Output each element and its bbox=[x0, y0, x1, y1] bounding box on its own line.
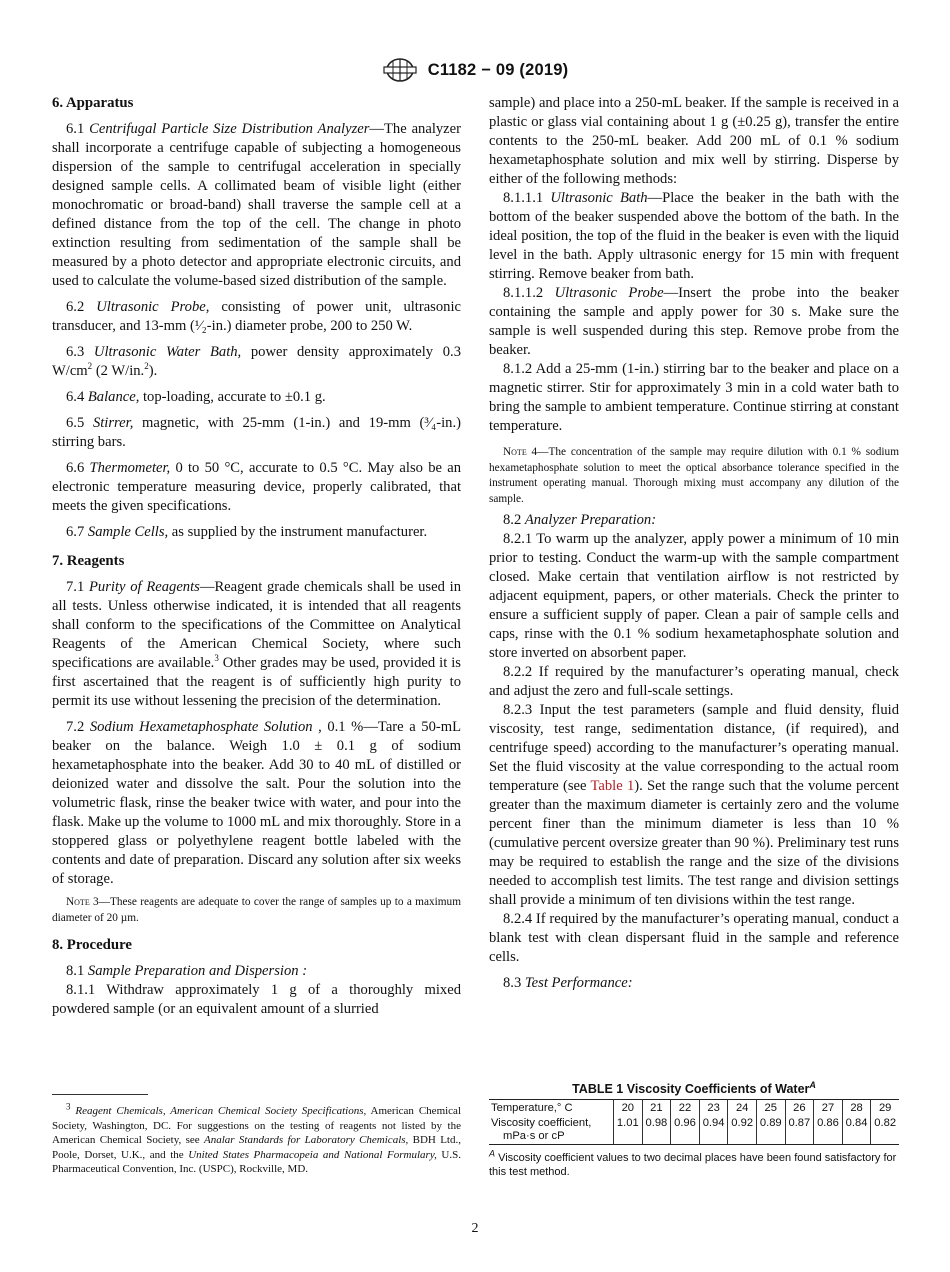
temperature-cell: 28 bbox=[842, 1100, 871, 1117]
paragraph-8-2-4: 8.2.4 If required by the manufacturer’s operating manual, conduct a blank test with clean dispersant fluid in the sample and reference cells. bbox=[489, 911, 899, 965]
paragraph-8-2-2: 8.2.2 If required by the manufacturer’s operating manual, check and adjust the zero and full-scale settings. bbox=[489, 664, 899, 699]
document-id: C1182 − 09 (2019) bbox=[427, 60, 569, 79]
clause-text: 8.2.3 Input the test parameters (sample and fluid density, fluid viscosity, test range, sedimentation distance, (if required), and centrifuge speed) according to the manufacturer’s operating manual. Set the fluid viscosity at the value corresponding to the actual room temperature (see bbox=[489, 702, 899, 794]
clause-number: 6.3 bbox=[66, 344, 94, 360]
paragraph-8-3 bbox=[489, 974, 899, 993]
clause-term: Purity of Reagents bbox=[89, 579, 200, 595]
left-column bbox=[52, 94, 461, 1019]
note-label: Note 4 bbox=[503, 446, 538, 458]
paragraph-6-1 bbox=[52, 120, 461, 291]
clause-number: 7.2 bbox=[66, 719, 90, 735]
temperature-cell: 27 bbox=[814, 1100, 843, 1117]
viscosity-cell: 0.82 bbox=[871, 1116, 899, 1145]
footnote-text: United States Pharmacopeia and National Formulary, bbox=[188, 1148, 437, 1161]
footnote-3 bbox=[52, 1101, 461, 1177]
clause-text: top-loading, accurate to ±0.1 g. bbox=[139, 389, 326, 405]
note-label: Note 3 bbox=[66, 896, 99, 908]
paragraph-7-1 bbox=[52, 578, 461, 711]
clause-term: Centrifugal Particle Size Distribution Analyzer bbox=[89, 121, 370, 137]
viscosity-cell: 0.96 bbox=[671, 1116, 700, 1145]
clause-term: Ultrasonic Water Bath, bbox=[93, 344, 242, 360]
viscosity-table bbox=[489, 1099, 899, 1145]
clause-text: Other grades may be used, provided it is first ascertained that the reagent is of sufficiently high purity to permit its use without lessening the precision of the determination. bbox=[52, 655, 461, 709]
note-text: —These reagents are adequate to cover the range of samples up to a maximum diameter of 20 µm. bbox=[52, 896, 461, 924]
paragraph-7-2 bbox=[52, 718, 461, 889]
footnote-text: Analar Standards for Laboratory Chemicals, bbox=[203, 1134, 409, 1146]
table-1-link[interactable]: Table 1 bbox=[590, 778, 635, 794]
clause-number: 6.2 bbox=[66, 299, 97, 315]
clause-term: Sample Preparation and Dispersion : bbox=[87, 963, 308, 979]
viscosity-cell: 0.94 bbox=[699, 1116, 728, 1145]
clause-number: 8.3 bbox=[503, 975, 525, 991]
clause-text: consisting of power unit, ultrasonic transducer, and 13-mm (¹⁄₂-in.) diameter probe, 200 to 250 W. bbox=[52, 299, 461, 334]
temperature-cell: 24 bbox=[728, 1100, 757, 1117]
clause-number: 6.6 bbox=[66, 460, 90, 476]
table-title-text: TABLE 1 Viscosity Coefficients of Water bbox=[572, 1082, 810, 1096]
clause-text: —Reagent grade chemicals shall be used in all tests. Unless otherwise indicated, it is intended that all reagents shall conform to the specifications of the Committee on Analytical Reagents of the American Chemical Society, where such specifications are available. bbox=[52, 579, 461, 671]
paragraph-8-1-2: 8.1.2 Add a 25-mm (1-in.) stirring bar to the beaker and place on a magnetic stirrer. Stir for approximately 3 min in a cold water bath to bring the sample to ambient temperature. Continue stirring at constant temperature. bbox=[489, 361, 899, 434]
clause-text: power density approximately 0.3 W/cm bbox=[52, 344, 462, 379]
paragraph-6-4 bbox=[52, 388, 461, 407]
clause-term: Balance, bbox=[87, 389, 140, 405]
temperature-cell: 25 bbox=[756, 1100, 785, 1117]
clause-text: (2 W/in. bbox=[92, 363, 145, 379]
clause-number: 8.1 bbox=[66, 963, 88, 979]
note-3 bbox=[52, 895, 461, 926]
row-label-line: mPa·s or cP bbox=[503, 1130, 565, 1142]
note-4 bbox=[489, 445, 899, 507]
note-text: —The concentration of the sample may require dilution with 0.1 % sodium hexametaphosphate solution to meet the optical absorbance tolerance specified in the instrument operating manual. Thorough mixing must accompany any dilution of the sample. bbox=[489, 446, 899, 505]
footnote-mark: 3 bbox=[66, 1101, 71, 1112]
temperature-cell: 20 bbox=[614, 1100, 643, 1117]
clause-text: —Place the beaker in the bath with the bottom of the beaker suspended above the bottom of the bath. In the ideal position, the top of the fluid in the beaker is even with the liquid level in the bath. Apply ultrasonic energy for 15 min with frequent stirring. Remove beaker from bath. bbox=[489, 190, 899, 282]
temperature-cell: 21 bbox=[642, 1100, 671, 1117]
clause-term: Ultrasonic Probe bbox=[554, 285, 664, 301]
clause-term: Ultrasonic Bath bbox=[550, 190, 648, 206]
paragraph-8-1-1: 8.1.1 Withdraw approximately 1 g of a thoroughly mixed powdered sample (or an equivalent amount of a slurried bbox=[52, 982, 461, 1017]
table-footnote-mark: A bbox=[489, 1148, 496, 1159]
clause-text: as supplied by the instrument manufacturer. bbox=[168, 524, 428, 540]
clause-term: Ultrasonic Probe, bbox=[96, 299, 210, 315]
clause-text: , 0.1 %—Tare a 50-mL beaker on the balance. Weigh 1.0 ± 0.1 g of sodium hexametaphosphate into the beaker. Add 30 to 40 mL of distilled or deionized water and dissolve the salt. Pour the solution into the volumetric flask, rinse the beaker twice with water, and pour into the flask. Make up the volume to 1000 mL and mix thoroughly. Store in a stoppered glass or polyethylene reagent bottle labeled with the contents and date of preparation. Discard any solution after six weeks of storage. bbox=[52, 719, 461, 887]
page-number: 2 bbox=[471, 1221, 479, 1236]
paragraph-8-1-1-continued: sample) and place into a 250-mL beaker. If the sample is received in a plastic or glass vial containing about 1 g (±0.25 g), transfer the entire contents to the 250-mL beaker. Add 200 mL of 0.1 % sodium hexametaphosphate solution and mix well by stirring. Disperse by either of the following methods: bbox=[489, 95, 899, 187]
clause-number: 6.4 bbox=[66, 389, 88, 405]
paragraph-8-2-3 bbox=[489, 701, 899, 910]
clause-text: ). Set the range such that the volume percent greater than the maximum diameter is certainly zero and the volume percent finer than the minimum diameter is less than 10 % (cumulative percent oversize greater than 90 %). Preliminary test runs may be required to establish the range and the size of the divisions needed to accomplish test limits. The test range and division settings shall provide a minimum of ten divisions within the test range. bbox=[489, 778, 899, 908]
footnote-text: Reagent Chemicals, American Chemical Society Specifications, bbox=[70, 1105, 367, 1117]
table-row-viscosity bbox=[489, 1116, 899, 1145]
paragraph-8-2 bbox=[489, 511, 899, 530]
clause-number: 7.1 bbox=[66, 579, 89, 595]
astm-logo-icon bbox=[382, 58, 418, 82]
table-1 bbox=[489, 1081, 899, 1179]
paragraph-6-2 bbox=[52, 298, 461, 336]
temperature-cell: 23 bbox=[699, 1100, 728, 1117]
row-label-viscosity bbox=[489, 1116, 614, 1145]
clause-text: —Insert the probe into the beaker containing the sample and apply power for 30 s. Make sure the sample is well suspended during this step. Remove probe from the beaker. bbox=[489, 285, 899, 358]
paragraph-6-7 bbox=[52, 523, 461, 542]
table-title-footnote-mark: A bbox=[809, 1079, 816, 1090]
footnote-text: American Chemical Society, Washington, DC. For suggestions on the testing of reagents not listed by the American Chemical Society, see bbox=[52, 1105, 461, 1146]
temperature-cell: 29 bbox=[871, 1100, 899, 1117]
row-label-line: Viscosity coefficient, bbox=[491, 1117, 592, 1129]
superscript: 2 bbox=[87, 361, 93, 372]
paragraph-8-2-1: 8.2.1 To warm up the analyzer, apply power a minimum of 10 min prior to testing. Conduct the warm-up with the sample compartment closed. Make certain that ventilation airflow is not restricted by adjacent equipment, papers, or other materials. Check the printer to ensure a sufficient supply of paper. Clean a pair of sample cells and caps, rinse with the 0.1 % sodium hexametaphosphate solution and store inverted on absorbent paper. bbox=[489, 531, 899, 661]
section-6-heading: 6. Apparatus bbox=[52, 95, 134, 111]
viscosity-cell: 0.92 bbox=[728, 1116, 757, 1145]
viscosity-cell: 0.86 bbox=[814, 1116, 843, 1145]
table-row-temperature bbox=[489, 1100, 899, 1117]
clause-text: ). bbox=[148, 363, 158, 379]
viscosity-cell: 0.89 bbox=[756, 1116, 785, 1145]
temperature-cell: 22 bbox=[671, 1100, 700, 1117]
paragraph-6-6 bbox=[52, 459, 461, 516]
clause-number: 6.7 bbox=[66, 524, 88, 540]
clause-number: 8.1.1.1 bbox=[503, 190, 551, 206]
clause-text: —The analyzer shall incorporate a centrifuge capable of subjecting a homogeneous dispersion of the sample to centrifugal acceleration in specially designed sample cells. A collimated beam of visible light (either monochromatic or broad-band) shall traverse the sample cell at a defined distance from the top of the cell. The change in photo extinction resulting from sedimentation of the sample shall be measured by a photo detector and appropriate electronic circuits, and used to calculate the volume-based sized distribution of the sample. bbox=[52, 121, 461, 289]
paragraph-6-3 bbox=[52, 343, 461, 381]
viscosity-cell: 0.98 bbox=[642, 1116, 671, 1145]
table-footnote-text: Viscosity coefficient values to two decimal places have been found satisfactory for this test method. bbox=[489, 1152, 897, 1178]
paragraph-8-1 bbox=[52, 962, 461, 981]
clause-text: magnetic, with 25-mm (1-in.) and 19-mm (³⁄₄-in.) stirring bars. bbox=[52, 415, 461, 450]
paragraph-6-5 bbox=[52, 414, 461, 452]
clause-number: 6.5 bbox=[66, 415, 93, 431]
clause-term: Stirrer, bbox=[92, 415, 134, 431]
footnote-text: U.S. Pharmaceutical Convention, Inc. (USPC), Rockville, MD. bbox=[52, 1148, 461, 1175]
clause-term: Test Performance: bbox=[524, 975, 633, 991]
right-column bbox=[489, 94, 899, 993]
paragraph-8-1-1-2 bbox=[489, 284, 899, 360]
footnote-divider bbox=[52, 1094, 148, 1095]
viscosity-cell: 0.87 bbox=[785, 1116, 814, 1145]
footnote-text: BDH Ltd., Poole, Dorset, U.K., and the bbox=[52, 1134, 461, 1161]
clause-number: 8.2 bbox=[503, 512, 525, 528]
page-header bbox=[0, 58, 950, 82]
clause-number: 8.1.1.2 bbox=[503, 285, 555, 301]
clause-text: 0 to 50 °C, accurate to 0.5 °C. May also be an electronic temperature measuring device, properly calibrated, that meets the given specifications. bbox=[52, 460, 462, 514]
temperature-cell: 26 bbox=[785, 1100, 814, 1117]
row-label-temperature: Temperature,° C bbox=[489, 1100, 614, 1117]
paragraph-8-1-1-1 bbox=[489, 189, 899, 284]
table-footnote bbox=[489, 1148, 899, 1179]
superscript: 2 bbox=[144, 361, 149, 372]
clause-term: Sodium Hexametaphosphate Solution bbox=[89, 719, 313, 735]
clause-term: Analyzer Preparation: bbox=[524, 512, 657, 528]
footnote-reference[interactable]: 3 bbox=[214, 653, 219, 664]
clause-term: Thermometer, bbox=[89, 460, 171, 476]
table-title bbox=[489, 1081, 899, 1097]
section-8-heading: 8. Procedure bbox=[52, 937, 132, 953]
clause-number: 6.1 bbox=[66, 121, 90, 137]
viscosity-cell: 1.01 bbox=[614, 1116, 643, 1145]
clause-term: Sample Cells, bbox=[87, 524, 169, 540]
viscosity-cell: 0.84 bbox=[842, 1116, 871, 1145]
section-7-heading: 7. Reagents bbox=[52, 553, 125, 569]
